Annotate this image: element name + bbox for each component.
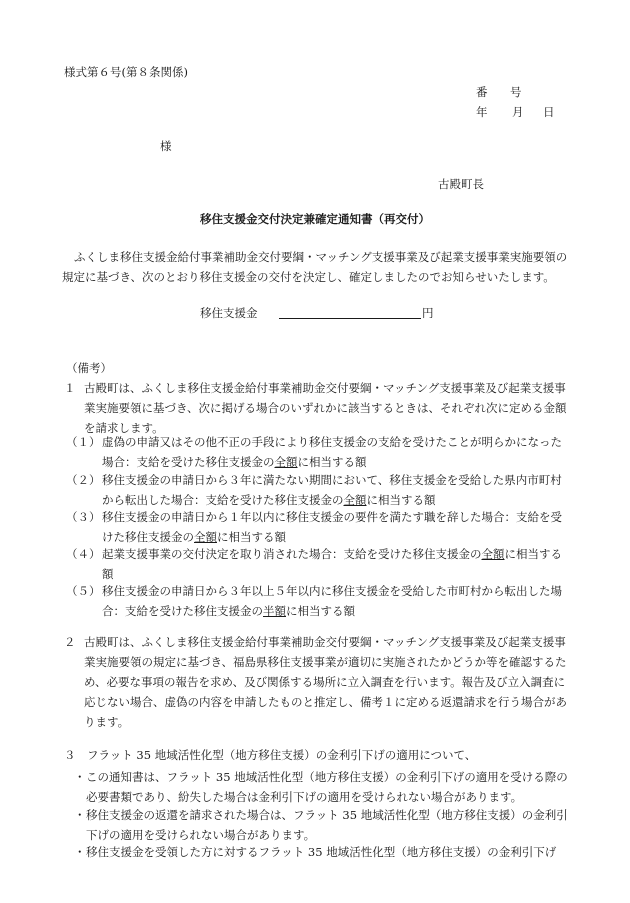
- issuer-name: 古殿町長: [438, 177, 484, 191]
- underlined-amount: 全額: [481, 547, 505, 561]
- note-item-text: 移住支援金の申請日から３年以上５年以内に移住支援金を受給した市町村から転出した場合：支給を受けた移住支援金の半額に相当する額: [102, 584, 562, 618]
- form-number: 様式第６号(第８条関係): [64, 65, 188, 79]
- bullet-text: 移住支援金を受領した方に対するフラット 35 地域活性化型（地方移住支援）の金利引下げ: [86, 845, 557, 859]
- note-section-3-heading: ３ フラット 35 地域活性化型（地方移住支援）の金利引下げの適用について、: [64, 748, 477, 762]
- notice-body: ふくしま移住支援金給付事業補助金交付要綱・マッチング支援事業及び起業支援事業実施要領の規定に基づき、次のとおり移住支援金の交付を決定し、確定しましたのでお知らせいたします。: [62, 250, 568, 284]
- note-section-1-number: １: [64, 381, 76, 395]
- underlined-amount: 半額: [263, 604, 286, 618]
- note-section-3-bullet: [74, 805, 570, 845]
- bullet-text: この通知書は、フラット 35 地域活性化型（地方移住支援）の金利引下げの適用を受ける際の必要書類であり、紛失した場合は金利引下げの適用を受けられない場合があります。: [86, 770, 568, 804]
- note-item-1: [62, 432, 570, 472]
- note-section-1-text: 古殿町は、ふくしま移住支援金給付事業補助金交付要綱・マッチング支援事業及び起業支援事業実施要領に基づき、次に掲げる場合のいずれかに該当するときは、それぞれ次に定める金額を請求します。: [84, 381, 567, 435]
- note-item-number: （２）: [66, 473, 101, 487]
- bullet-dot-icon: ・: [74, 770, 86, 784]
- note-section-3-bullet: [74, 842, 570, 862]
- note-item-text: 起業支援事業の交付決定を取り消された場合：支給を受けた移住支援金の全額に相当する額: [102, 547, 562, 581]
- date-label-month: 月: [512, 105, 524, 119]
- date-label-year: 年: [476, 105, 488, 119]
- note-section-3-bullet: [74, 767, 570, 807]
- note-section-2-number: ２: [64, 635, 76, 649]
- note-item-text: 移住支援金の申請日から３年に満たない期間において、移住支援金を受給した県内市町村から転出した場合：支給を受けた移住支援金の全額に相当する額: [102, 473, 562, 507]
- note-item-5: [62, 581, 570, 621]
- note-section-1: [64, 378, 569, 438]
- underlined-amount: 全額: [343, 493, 367, 507]
- note-item-text: 虚偽の申請又はその他不正の手段により移住支援金の支給を受けたことが明らかになった場合：支給を受けた移住支援金の全額に相当する額: [102, 435, 562, 469]
- amount-blank-line: [279, 318, 421, 319]
- note-item-3: [62, 507, 570, 547]
- note-item-text: 移住支援金の申請日から１年以内に移住支援金の要件を満たす職を辞した場合：支給を受けた移住支援金の全額に相当する額: [102, 510, 562, 544]
- addressee-suffix: 様: [160, 139, 172, 153]
- note-item-number: （３）: [66, 510, 101, 524]
- date-label-day: 日: [543, 105, 555, 119]
- notes-heading: （備考）: [66, 361, 112, 375]
- amount-label: 移住支援金: [200, 306, 258, 320]
- note-section-2-text: 古殿町は、ふくしま移住支援金給付事業補助金交付要綱・マッチング支援事業及び起業支援事業実施要領の規定に基づき、福島県移住支援事業が適切に実施されたかどうか等を確認するため、必要な事項の報告を求め、及び関係する場所に立入調査を行います。報告及び立入調査に応じない場合、虚偽の内容を申請したものと推定し、備考１に定める返還請求を行う場合があります。: [84, 635, 567, 729]
- note-item-4: [62, 544, 570, 584]
- underlined-amount: 全額: [194, 530, 217, 544]
- amount-unit: 円: [422, 306, 434, 320]
- underlined-amount: 全額: [274, 455, 298, 469]
- bullet-text: 移住支援金の返還を請求された場合は、フラット 35 地域活性化型（地方移住支援）の金利引下げの適用を受けられない場合があります。: [86, 808, 568, 842]
- bullet-dot-icon: ・: [74, 845, 86, 859]
- number-label-ban: 番: [476, 85, 488, 99]
- bullet-dot-icon: ・: [74, 808, 86, 822]
- document-title: 移住支援金交付決定兼確定通知書（再交付）: [200, 212, 430, 226]
- note-section-2: [64, 632, 569, 732]
- note-item-number: （５）: [66, 584, 101, 598]
- number-label-go: 号: [510, 85, 522, 99]
- note-item-2: [62, 470, 570, 510]
- note-item-number: （４）: [66, 547, 101, 561]
- note-item-number: （１）: [66, 435, 101, 449]
